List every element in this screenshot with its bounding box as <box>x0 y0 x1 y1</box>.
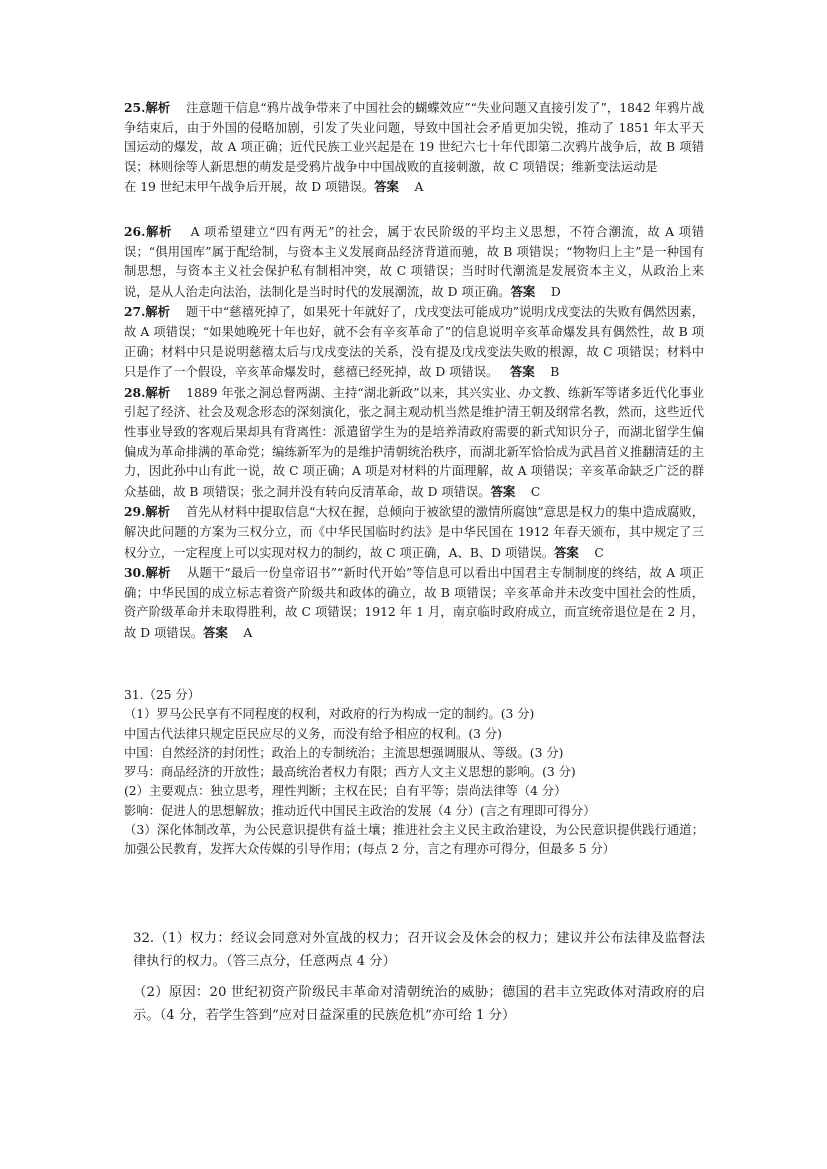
answer-31 <box>124 686 704 860</box>
q30-head: 30.解析 <box>124 565 171 581</box>
q30-body: 从题干“最后一份皇帝诏书”“新时代开始”等信息可以看出中国君主专制制度的终结，故 A 项正确；中华民国的成立标志着资产阶级共和政体的确立，故 B 项错误；辛亥革命并未改变中国社会的性质，资产阶级革命并未取得胜利，故 C 项错误；1912 年 1 月，南京临时政府成立，而宣统帝退位是在 2 月，故 D 项错误。 <box>124 566 704 640</box>
q26-answer: D <box>550 284 561 299</box>
q31-line: 罗马：商品经济的开放性；最高统治者权力有限；西方人文主义思想的影响。(3 分) <box>124 765 576 780</box>
q25-cont: 在 19 世纪末甲午战争后开展，故 D 项错误。 <box>124 180 375 195</box>
q31-line: （3）深化体制改革，为公民意识提供有益土壤；推进社会主义民主政治建设，为公民意识提供践行通道；加强公民教育，发挥大众传媒的引导作用；(每点 2 分，言之有理亦可得分，但最多 5 分） <box>124 823 704 857</box>
q31-line: 影响：促进人的思想解放；推动近代中国民主政治的发展（4 分）(言之有理即可得分） <box>124 803 596 818</box>
q27-body: 题干中“慈禧死掉了，如果死十年就好了，戊戌变法可能成功”说明戊戌变法的失败有偶然因素，故 A 项错误；“如果她晚死十年也好，就不会有辛亥革命了”的信息说明辛亥革命爆发具有偶然性，故 B 项正确；材料中只是说明慈禧太后与戊戌变法的关系，没有提及戊戌变法失败的根源，故 C 项错误；材料中只是作了一个假设，辛亥革命爆发时，慈禧已经死掉，故 D 项错误。 <box>124 305 705 380</box>
answer-30 <box>124 563 704 643</box>
q26-body: A 项希望建立“四有两无”的社会，属于农民阶级的平均主义思想，不符合潮流，故 A 项错误；“俱用国库”属于配给制，与资本主义发展商品经济背道而驰，故 B 项错误；“物物归上主”是一种国有制思想，与资本主义社会保护私有制相冲突，故 C 项错误；当时时代潮流是发展资本主义，从政治上来说，是从人治走向法治，法制化是当时时代的发展潮流，故 D 项正确。 <box>124 225 704 299</box>
answer-25 <box>124 98 704 198</box>
q26-head: 26.解析 <box>124 224 173 239</box>
q29-answer-label: 答案 <box>554 544 579 560</box>
answer-32-part2 <box>133 981 705 1027</box>
q31-line: 中国古代法律只规定臣民应尽的义务，而没有给予相应的权利。(3 分) <box>124 726 502 741</box>
q25-head: 25.解析 <box>124 100 171 115</box>
q28-body: 1889 年张之洞总督两湖、主持“湖北新政”以来，其兴实业、办文教、练新军等诸多近代化事业引起了经济、社会及观念形态的深刻演化，张之洞主观动机当然是维护清王朝及纲常名教，然而，这些近代性事业导致的客观后果却具有背离性：派遣留学生为的是培养清政府需要的新式知识分子，而湖北留学生偏偏成为革命排满的革命党；编练新军为的是维护清朝统治秩序，而湖北新军恰恰成为武昌首义推翻清廷的主力，因此孙中山有此一说，故 C 项正确；A 项是对材料的片面理解，故 A 项错误；辛亥革命缺乏广泛的群众基础，故 B 项错误；张之洞并没有转向反清革命，故 D 项错误。 <box>124 385 704 499</box>
q28-answer-label: 答案 <box>490 483 516 499</box>
q28-answer: C <box>530 484 541 499</box>
answer-26 <box>124 222 704 302</box>
answer-32-part1 <box>133 927 705 973</box>
q32-p1: 32.（1）权力：经议会同意对外宣战的权力；召开议会及休会的权力；建议并公布法律及监督法律执行的权力。（答三点分，任意两点 4 分） <box>133 931 705 969</box>
q31-line: 31.（25 分） <box>124 688 201 702</box>
q26-answer-label: 答案 <box>510 283 536 299</box>
q31-line: （1）罗马公民享有不同程度的权利，对政府的行为构成一定的制约。(3 分) <box>124 707 535 722</box>
q31-line: (2）主要观点：独立思考，理性判断；主权在民；自有平等；崇尚法律等（4 分） <box>124 784 567 799</box>
answer-29 <box>124 502 704 563</box>
q25-answer: A <box>414 180 424 195</box>
answer-27 <box>124 302 704 382</box>
q29-head: 29.解析 <box>124 504 171 520</box>
q27-answer-label: 答案 <box>510 364 535 380</box>
q29-answer: C <box>594 545 604 560</box>
q27-head: 27.解析 <box>124 304 171 320</box>
q30-answer-label: 答案 <box>203 624 228 640</box>
answers-26-30 <box>124 222 704 643</box>
q32-p2: （2）原因：20 世纪初资产阶级民丰革命对清朝统治的威胁；德国的君丰立宪政体对清政府的启示。（4 分，若学生答到“应对日益深重的民族危机”亦可给 1 分） <box>133 985 705 1023</box>
q31-line: 中国：自然经济的封闭性；政治上的专制统治；主流思想强调服从、等级。(3 分) <box>124 745 564 760</box>
q25-answer-label: 答案 <box>374 179 399 195</box>
answer-28 <box>124 383 704 503</box>
q27-answer: B <box>550 365 560 380</box>
q25-body: 注意题干信息“鸦片战争带来了中国社会的蝴蝶效应”“失业问题又直接引发了”，1842 年鸦片战争结束后，由于外国的侵略加剧，引发了失业问题，导致中国社会矛盾更加尖锐，推动了 1851 年太平天国运动的爆发，故 A 项正确；近代民族工业兴起是在 19 世纪六七十年代即第二次鸦片战争后，故 B 项错误；林则徐等人新思想的萌发是受鸦片战争中中国战败的直接刺激，故 C 项错误；维新变法运动是 <box>124 101 704 174</box>
q28-head: 28.解析 <box>124 384 171 400</box>
q30-answer: A <box>243 625 253 640</box>
q29-body: 首先从材料中提取信息“大权在握，总倾向于被欲望的激情所腐蚀”意思是权力的集中造成腐败，解决此问题的方案为三权分立，而《中华民国临时约法》是中华民国在 1912 年春天颁布，其中规定了三权分立，一定程度上可以实现对权力的制约，故 C 项正确，A、B、D 项错误。 <box>124 505 705 560</box>
